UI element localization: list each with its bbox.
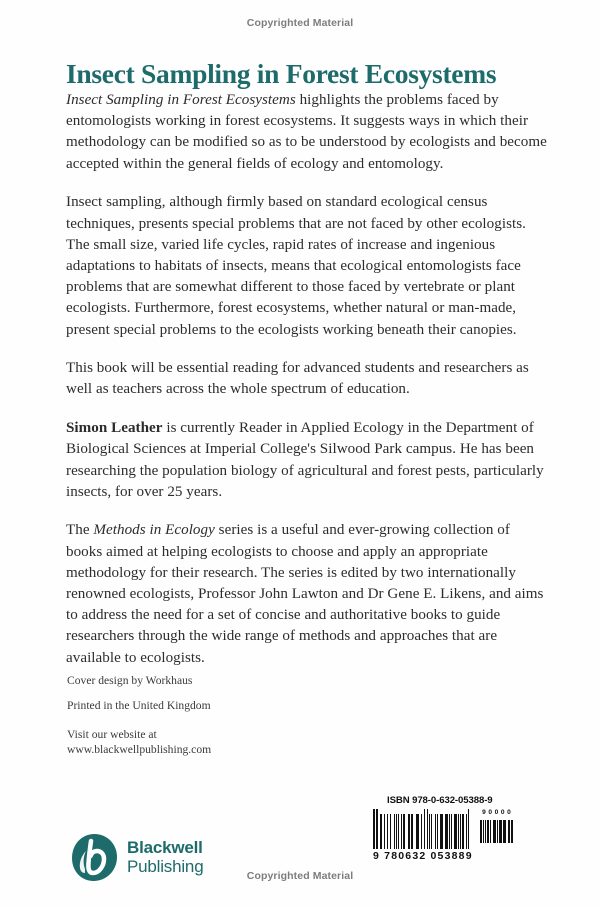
website-block: [67, 727, 397, 758]
paragraph-series-note: The Methods in Ecology series is a useful and ever-growing collection of books aimed at helping ecologists to choose and apply an appropriate methodology for their research. The series is edited by two internationally renowned ecologists, Professor John Lawton and Dr Gene E. Likens, and aims to address the need for a set of concise and authoritative books to guide researchers through the wide range of methods and approaches that are available to ecologists.: [66, 522, 544, 666]
ean13-bars: [373, 809, 473, 849]
isbn-label: ISBN 978-0-632-05388-9: [387, 795, 493, 806]
paragraph-blurb-3: This book will be essential reading for advanced students and researchers as well as teachers across the whole spectrum of education.: [66, 360, 529, 398]
cover-design-credit: Cover design by Workhaus: [67, 674, 193, 687]
page-title: Insect Sampling in Forest Ecosystems: [66, 58, 497, 90]
copyright-watermark-top: Copyrighted Material: [246, 17, 354, 29]
ean5-addon: [480, 809, 516, 843]
barcode-row: [373, 809, 553, 862]
ean13-digits: 9 780632 053889: [373, 850, 473, 862]
website-url[interactable]: www.blackwellpublishing.com: [67, 743, 212, 757]
paragraph-author-bio: Simon Leather is currently Reader in Applied Ecology in the Department of Biological Sciences at Imperial College's Silwood Park campus. He has been researching the population biology of agricultural and forest pests, particularly insects, for over 25 years.: [66, 420, 544, 500]
printed-in-line: Printed in the United Kingdom: [67, 699, 211, 712]
ean5-digits: 90000: [482, 809, 514, 816]
ean13-barcode: [373, 809, 473, 862]
ean5-bars: [480, 817, 516, 843]
paragraph-blurb-1: Insect Sampling in Forest Ecosystems highlights the problems faced by entomologists working in forest ecosystems. It suggests ways in which their methodology can be modified so as to be understood by ecologists and become accepted within the general fields of ecology and entomology.: [66, 92, 547, 172]
website-prompt: Visit our website at: [67, 728, 157, 741]
paragraph-blurb-2: Insect sampling, although firmly based on standard ecological census techniques, presents special problems that are not faced by other ecologists. The small size, varied life cycles, rapid rates of increase and ingenious adaptations to habitats of insects, means that ecological entomologists face problems that are somewhat different to those faced by vertebrate or plant ecologists. Furthermore, forest ecosystems, whether natural or man-made, present special problems to the ecologists working beneath their canopies.: [66, 194, 526, 338]
barcode-block: [373, 795, 553, 862]
copyright-watermark-bottom: Copyrighted Material: [246, 870, 354, 882]
blurb-container: [66, 90, 548, 686]
publisher-name-line2: Publishing: [127, 856, 204, 876]
publisher-name-line1: Blackwell: [127, 838, 203, 858]
